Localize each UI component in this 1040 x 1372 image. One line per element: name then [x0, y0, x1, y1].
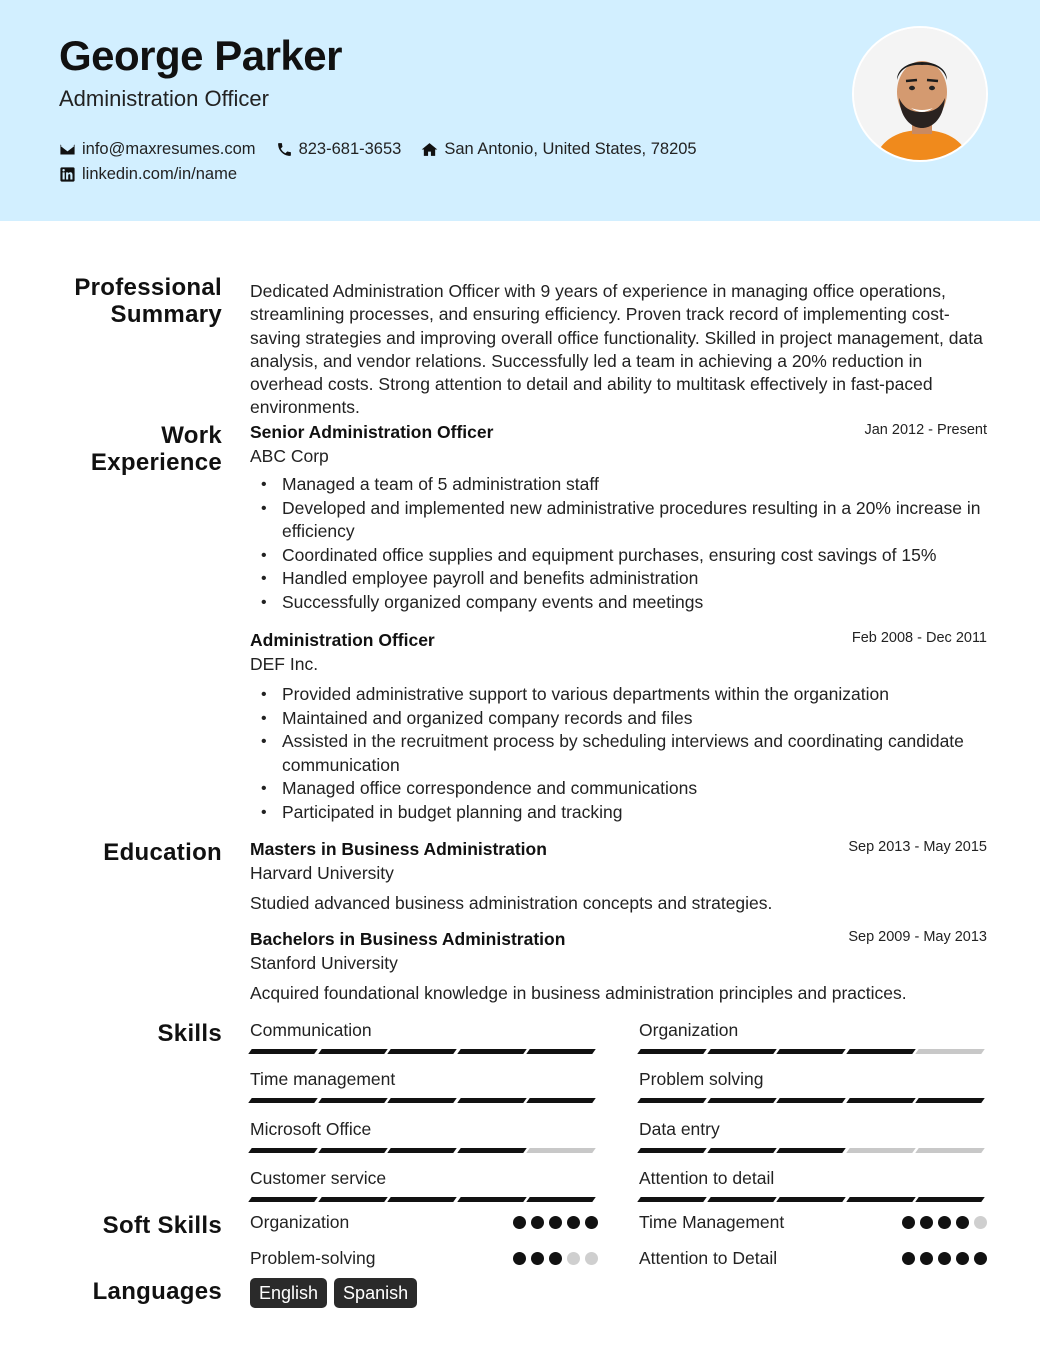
skill-item [639, 1119, 987, 1153]
list-item: • Provided administrative support to various departments within the organization [250, 683, 987, 707]
job-dates: Feb 2008 - Dec 2011 [851, 630, 987, 646]
contact-email[interactable] [59, 140, 256, 159]
skill-level-segment [318, 1098, 387, 1103]
rating-dot [549, 1252, 562, 1265]
soft-skill-item [250, 1248, 598, 1269]
rating-dot [956, 1216, 969, 1229]
soft-skill-item [639, 1212, 987, 1233]
skill-level-segment [846, 1098, 915, 1103]
contact-location [421, 140, 696, 159]
soft-skill-name: Time Management [639, 1212, 785, 1232]
skill-item [639, 1020, 987, 1054]
skill-level-segment [387, 1098, 456, 1103]
skill-name: Organization [639, 1020, 739, 1040]
skill-item [250, 1119, 598, 1153]
rating-dot [956, 1252, 969, 1265]
list-item: • Developed and implemented new administrative procedures resulting in a 20% increase in efficiency [250, 497, 987, 544]
list-item: • Participated in budget planning and tracking [250, 801, 987, 825]
skill-level-segment [916, 1098, 985, 1103]
experience-entry [250, 630, 987, 824]
candidate-name: George Parker [59, 32, 342, 79]
rating-dot [974, 1216, 987, 1229]
skill-level-segment [387, 1148, 456, 1153]
experience-entry [250, 422, 987, 614]
degree-title: Bachelors in Business Administration [250, 929, 566, 949]
rating-dot [513, 1252, 526, 1265]
candidate-title: Administration Officer [59, 86, 269, 111]
company-name: DEF Inc. [250, 654, 319, 674]
skill-level-bar [639, 1049, 987, 1054]
skill-level-segment [248, 1197, 317, 1202]
skill-level-segment [318, 1148, 387, 1153]
rating-dot [549, 1216, 562, 1229]
rating-dot [938, 1216, 951, 1229]
skill-level-segment [637, 1197, 706, 1202]
contact-row [59, 140, 717, 159]
education-description: Studied advanced business administration concepts and strategies. [250, 893, 773, 913]
section-label-line: Summary [110, 301, 222, 328]
section-label-summary [74, 274, 222, 328]
degree-title: Masters in Business Administration [250, 839, 547, 859]
location-text: San Antonio, United States, 78205 [444, 140, 697, 158]
soft-skill-rating [508, 1252, 598, 1265]
phone-text: 823-681-3653 [298, 140, 402, 158]
list-item: • Handled employee payroll and benefits administration [250, 567, 987, 591]
soft-skill-rating [508, 1216, 598, 1229]
list-item: • Coordinated office supplies and equipment purchases, ensuring cost savings of 15% [250, 544, 987, 568]
soft-skill-rating [897, 1252, 987, 1265]
job-bullets [250, 473, 987, 614]
education-entry [250, 929, 987, 1004]
rating-dot [567, 1252, 580, 1265]
skill-level-segment [248, 1148, 317, 1153]
summary-text: Dedicated Administration Officer with 9 years of experience in managing office operations, streamlining processes, and ensuring efficiency. Proven track record of implementing cost-saving strategies and improving overall office functionality. Skilled in project management, data analysis, and vendor relations. Successfully led a team in achieving a 20% reduction in overhead costs. Strong attention to detail and ability to multitask effectively in fast-paced environments. [250, 281, 983, 418]
skill-level-bar [250, 1148, 598, 1153]
skill-level-segment [846, 1148, 915, 1153]
section-label-work [91, 422, 222, 476]
contact-row-2 [59, 165, 257, 184]
rating-dot [902, 1216, 915, 1229]
education-description: Acquired foundational knowledge in business administration principles and practices. [250, 983, 907, 1003]
skill-level-segment [916, 1049, 985, 1054]
skill-item [250, 1168, 598, 1202]
skill-item [250, 1069, 598, 1103]
rating-dot [974, 1252, 987, 1265]
section-label-skills: Skills [157, 1020, 222, 1047]
skill-level-segment [846, 1049, 915, 1054]
linkedin-icon [59, 166, 76, 183]
envelope-icon [59, 141, 76, 158]
skill-level-segment [707, 1197, 776, 1202]
rating-dot [902, 1252, 915, 1265]
skill-level-segment [637, 1098, 706, 1103]
section-label-line: Experience [90, 449, 222, 476]
skill-level-segment [776, 1049, 845, 1054]
section-label-education: Education [103, 839, 222, 866]
linkedin-text: linkedin.com/in/name [82, 165, 237, 183]
soft-skill-name: Organization [250, 1212, 350, 1232]
skill-level-segment [457, 1197, 526, 1202]
job-bullets [250, 683, 987, 824]
skill-level-segment [637, 1148, 706, 1153]
company-name: ABC Corp [250, 446, 329, 466]
education-entry [250, 839, 987, 914]
section-label-languages: Languages [92, 1278, 222, 1305]
section-label-soft-skills: Soft Skills [102, 1212, 222, 1239]
skill-level-segment [318, 1197, 387, 1202]
resume-header [0, 0, 1040, 221]
skill-item [250, 1020, 598, 1054]
education-dates: Sep 2013 - May 2015 [848, 839, 987, 855]
skill-level-segment [707, 1049, 776, 1054]
rating-dot [531, 1252, 544, 1265]
skill-name: Problem solving [639, 1069, 764, 1089]
rating-dot [920, 1216, 933, 1229]
skill-level-bar [250, 1098, 598, 1103]
skill-level-segment [527, 1098, 596, 1103]
skill-name: Customer service [250, 1168, 387, 1188]
skill-level-segment [248, 1049, 317, 1054]
job-title: Administration Officer [250, 630, 435, 650]
language-badge: English [250, 1278, 327, 1308]
school-name: Harvard University [250, 863, 394, 883]
skill-level-segment [387, 1197, 456, 1202]
skill-level-segment [457, 1148, 526, 1153]
skill-level-segment [457, 1049, 526, 1054]
profile-photo [852, 26, 988, 162]
list-item: • Successfully organized company events and meetings [250, 591, 987, 615]
skill-level-segment [846, 1197, 915, 1202]
home-icon [421, 141, 438, 158]
skill-level-bar [250, 1049, 598, 1054]
languages-list [250, 1278, 424, 1308]
soft-skill-rating [897, 1216, 987, 1229]
skill-level-segment [527, 1049, 596, 1054]
skill-level-segment [527, 1148, 596, 1153]
rating-dot [567, 1216, 580, 1229]
skill-level-bar [639, 1197, 987, 1202]
job-title: Senior Administration Officer [250, 422, 494, 442]
skill-name: Microsoft Office [250, 1119, 372, 1139]
list-item: • Assisted in the recruitment process by scheduling interviews and coordinating candidate communication [250, 730, 987, 777]
skill-level-bar [639, 1098, 987, 1103]
skill-name: Communication [250, 1020, 372, 1040]
skill-name: Time management [250, 1069, 396, 1089]
section-label-line: Work [161, 422, 222, 449]
skill-name: Data entry [639, 1119, 720, 1139]
skill-level-segment [916, 1148, 985, 1153]
skill-level-segment [776, 1098, 845, 1103]
skill-level-bar [250, 1197, 598, 1202]
soft-skill-item [639, 1248, 987, 1269]
rating-dot [585, 1216, 598, 1229]
rating-dot [585, 1252, 598, 1265]
soft-skill-item [250, 1212, 598, 1233]
skill-level-segment [707, 1148, 776, 1153]
rating-dot [938, 1252, 951, 1265]
skill-level-segment [707, 1098, 776, 1103]
avatar-icon [854, 28, 988, 162]
job-dates: Jan 2012 - Present [864, 422, 987, 438]
list-item: • Managed office correspondence and communications [250, 777, 987, 801]
skill-level-segment [527, 1197, 596, 1202]
rating-dot [531, 1216, 544, 1229]
soft-skill-name: Problem-solving [250, 1248, 376, 1268]
skill-level-segment [916, 1197, 985, 1202]
skill-level-segment [387, 1049, 456, 1054]
list-item: • Maintained and organized company records and files [250, 707, 987, 731]
skill-level-segment [776, 1148, 845, 1153]
section-label-line: Professional [74, 274, 222, 301]
rating-dot [920, 1252, 933, 1265]
skill-name: Attention to detail [639, 1168, 775, 1188]
skill-level-segment [637, 1049, 706, 1054]
skill-level-segment [776, 1197, 845, 1202]
skill-level-segment [318, 1049, 387, 1054]
education-dates: Sep 2009 - May 2013 [848, 929, 987, 945]
skill-level-bar [639, 1148, 987, 1153]
contact-linkedin[interactable] [59, 165, 237, 184]
phone-icon [276, 141, 293, 158]
soft-skill-name: Attention to Detail [639, 1248, 778, 1268]
skill-item [639, 1069, 987, 1103]
email-text: info@maxresumes.com [82, 140, 256, 158]
skill-item [639, 1168, 987, 1202]
skill-level-segment [457, 1098, 526, 1103]
skill-level-segment [248, 1098, 317, 1103]
contact-phone[interactable] [276, 140, 402, 159]
language-badge: Spanish [334, 1278, 417, 1308]
school-name: Stanford University [250, 953, 398, 973]
rating-dot [513, 1216, 526, 1229]
list-item: • Managed a team of 5 administration staff [250, 473, 987, 497]
